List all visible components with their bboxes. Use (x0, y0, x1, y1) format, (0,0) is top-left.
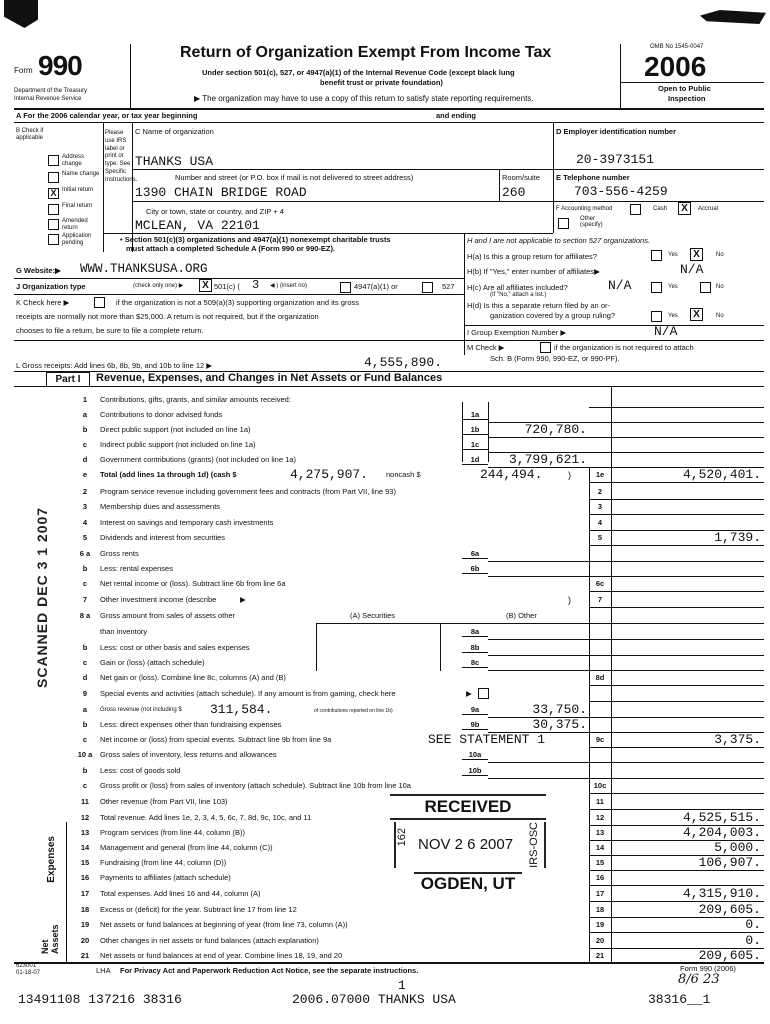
amount-value[interactable]: 209,605. (698, 902, 761, 917)
line-number: b (82, 564, 88, 573)
sub-value[interactable]: 33,750. (532, 702, 587, 717)
line-rule (589, 793, 764, 794)
col-box: 12 (595, 813, 605, 822)
website-value[interactable]: WWW.THANKSUSA.ORG (80, 262, 208, 276)
footer-notice: For Privacy Act and Paperwork Reduction Act Notice, see the separate instructions. (120, 966, 419, 975)
sub-box: 1c (462, 440, 488, 450)
sub-rule (488, 561, 589, 562)
sub-rule (488, 655, 589, 656)
k-line3: chooses to file a return, be sure to file a complete return. (16, 326, 204, 335)
phone[interactable]: 703-556-4259 (574, 184, 668, 199)
line-number: b (82, 425, 88, 434)
hb-label: H(b) If "Yes," enter number of affiliates▶ (467, 267, 600, 276)
form-notice: ▶ The organization may have to use a copy of this return to satisfy state reporting requirements. (194, 94, 534, 103)
hc-label: H(c) Are all affiliates included? (467, 283, 568, 292)
org-type-hint: (check only one) ▶ (133, 283, 184, 289)
col-box: 2 (597, 487, 603, 496)
sub-rule (488, 670, 589, 671)
line-text: Net gain or (loss). Combine line 8c, columns (A) and (B) (100, 673, 286, 682)
noncash-label: noncash $ (386, 470, 421, 479)
checkbox-501c[interactable]: X (199, 279, 212, 292)
line-number: 19 (80, 920, 90, 929)
col-box: 1e (595, 470, 605, 479)
line-text: Management and general (from line 44, column (C)) (100, 843, 273, 852)
accrual-label: Accrual (698, 206, 719, 212)
amount-value[interactable]: 4,315,910. (682, 886, 761, 901)
gross-receipts-label: L Gross receipts: Add lines 6b, 8b, 9b, and 10b to line 12 ▶ (16, 361, 213, 370)
line-number: b (82, 720, 88, 729)
section-note2: must attach a completed Schedule A (Form 990 or 990-EZ). (126, 244, 336, 253)
line-number: 4 (82, 518, 88, 527)
amount-value[interactable]: 5,000. (714, 840, 761, 855)
amount-value[interactable]: 4,204,003. (682, 825, 761, 840)
dept-line1: Department of the Treasury (14, 88, 88, 94)
amount-value[interactable]: 0. (745, 917, 761, 932)
org-name[interactable]: THANKS USA (135, 154, 214, 169)
net-assets-label: Net Assets (40, 924, 60, 954)
sub-rule (488, 778, 589, 779)
line-number: 2 (82, 487, 88, 496)
line-text: Contributions to donor advised funds (100, 410, 223, 419)
stamp-received: RECEIVED (390, 794, 546, 820)
line-text: Fundraising (from line 44, column (D)) (100, 858, 227, 867)
col-a-border2 (440, 623, 441, 671)
hc-value: N/A (608, 278, 632, 293)
col-box: 17 (595, 889, 605, 898)
sub-box: 8c (462, 658, 488, 668)
arrow: ▶ (240, 595, 246, 604)
line-text2: of contributions reported on line 1b) (314, 708, 393, 714)
checkbox-m[interactable] (540, 342, 551, 353)
city-state-zip[interactable]: MCLEAN, VA 22101 (135, 218, 260, 233)
line-a-ending: and ending (436, 111, 476, 120)
line-number: c (82, 440, 88, 449)
line-rule (589, 717, 764, 718)
ha-no[interactable]: X (690, 248, 703, 261)
line-number: d (82, 673, 88, 682)
line-text: Total revenue. Add lines 1e, 2, 3, 4, 5, 6c, 7, 8d, 9c, 10c, and 11 (100, 813, 312, 822)
line-number: 15 (80, 858, 90, 867)
col-box: 9c (595, 735, 605, 744)
checkbox-cash[interactable] (630, 204, 641, 215)
line-number: a (82, 410, 88, 419)
checkbox-amended-return[interactable] (48, 219, 59, 230)
line-number: 17 (80, 889, 90, 898)
footer-lha: LHA (96, 966, 111, 975)
sub-rule (488, 762, 589, 763)
line-rule (589, 747, 764, 748)
checkbox-address-change[interactable] (48, 155, 59, 166)
hb-value[interactable]: N/A (680, 262, 704, 277)
line-a-label: A For the 2006 calendar year, or tax year beginning (16, 111, 198, 120)
ein-label: D Employer identification number (556, 127, 677, 136)
checkbox-application-pending[interactable] (48, 234, 59, 245)
corner-mark-right (700, 10, 766, 24)
col-head-rule (316, 623, 589, 624)
line-text: than inventory (100, 627, 148, 636)
line-rule (589, 655, 764, 656)
open-inspection: Inspection (668, 94, 706, 103)
line-rule (589, 437, 764, 438)
checkbox-final-return[interactable] (48, 204, 59, 215)
org-type-label: J Organization type (16, 282, 86, 291)
hd-label2: ganization covered by a group ruling? (490, 311, 616, 320)
col-box: 15 (595, 858, 605, 867)
col-box: 7 (597, 595, 603, 604)
website-label: G Website:▶ (16, 266, 61, 275)
ha-yes-label: Yes (668, 252, 678, 258)
line-rule (589, 670, 764, 671)
line-number: 5 (82, 533, 88, 542)
line-text: Program services (from line 44, column (B)) (100, 828, 246, 837)
part-label: Part I (46, 372, 90, 387)
col-box: 18 (595, 905, 605, 914)
line-rule (589, 482, 764, 483)
street-label: Number and street (or P.O. box if mail is not delivered to street address) (175, 173, 414, 182)
line-number: 3 (82, 502, 88, 511)
line-text: Dividends and interest from securities (100, 533, 226, 542)
line-number: 21 (80, 951, 90, 960)
sub-box: 8b (462, 643, 488, 653)
line-number: 11 (81, 797, 89, 806)
section-b-label: B Check if applicable (16, 128, 44, 141)
line-number: 20 (80, 936, 90, 945)
checkbox-name-change[interactable] (48, 172, 59, 183)
cash-label: Cash (653, 206, 668, 212)
form-number: 990 (38, 50, 82, 81)
col-box: 5 (597, 533, 603, 542)
accounting-label: F Accounting method (556, 206, 613, 212)
group-exemption-value[interactable]: N/A (654, 324, 678, 339)
footer-bottom-right: 38316__1 (648, 992, 711, 1007)
expenses-label: Expenses (46, 836, 57, 883)
amount-value[interactable]: 1,739. (714, 530, 761, 545)
sub-box: 6a (462, 549, 488, 559)
line-number: 7 (82, 595, 88, 604)
hd-yes[interactable] (651, 311, 662, 322)
line-rule (589, 422, 764, 423)
sub-rule (488, 576, 589, 577)
line-text: Gross rents (100, 549, 139, 558)
use-irs-label: Please use IRS label or print or type. See Specific Instructions. (105, 130, 138, 183)
hc-no-label: No (716, 284, 724, 290)
line-text: Gain or (loss) (attach schedule) (100, 658, 205, 667)
line-text: Contributions, gifts, grants, and similar amounts received: (100, 395, 291, 404)
sub-box: 6b (462, 564, 488, 574)
arrow: ▶ (466, 689, 472, 698)
form-subtitle2: benefit trust or private foundation) (320, 78, 443, 87)
line-number: 18 (80, 905, 90, 914)
col-box: 20 (595, 936, 605, 945)
tax-year: 2006 (644, 51, 707, 82)
line-text: Interest on savings and temporary cash investments (100, 518, 274, 527)
line-text: Less: direct expenses other than fundraising expenses (100, 720, 282, 729)
line-text: Special events and activities (attach schedule). If any amount is from gaming, check here (100, 689, 396, 698)
line-rule (589, 452, 764, 453)
group-exemption-label: I Group Exemption Number ▶ (467, 328, 567, 337)
statement-ref: SEE STATEMENT 1 (428, 732, 546, 747)
col-a-head: (A) Securities (350, 611, 396, 620)
footer-form: Form 990 (2006) (680, 964, 736, 973)
page-number: 1 (398, 978, 406, 993)
line-number: d (82, 455, 88, 464)
line-text: Program service revenue including government fees and contracts (from Part VII, line 93) (100, 487, 396, 496)
cash-value[interactable]: 4,275,907. (290, 467, 369, 482)
corner-mark (4, 0, 38, 28)
checkbox-4947[interactable] (340, 282, 351, 293)
line-text: Gross profit or (loss) from sales of inventory (attach schedule). Subtract line 10b from line 10a (100, 781, 411, 790)
line-text: Government contributions (grants) (not included on line 1a) (100, 455, 296, 464)
line-number: e (82, 470, 88, 479)
dept-line2: Internal Revenue Service (14, 96, 82, 102)
stamp-city: OGDEN, UT (414, 872, 522, 894)
line-number: 8 a (79, 611, 91, 620)
line-rule (589, 576, 764, 577)
line-rule (589, 639, 764, 640)
stamp-left: 162 (396, 828, 408, 847)
line-text: Payments to affiliates (attach schedule) (100, 873, 231, 882)
line-number: c (82, 579, 88, 588)
sub-rule (488, 437, 589, 438)
line-number: a (82, 705, 88, 714)
hd-no[interactable]: X (690, 308, 703, 321)
line-rule (589, 623, 764, 624)
line-rule (589, 545, 764, 546)
line-text: Other revenue (from Part VII, line 103) (100, 797, 228, 806)
sub-box: 10b (462, 766, 488, 776)
k-line1b: if the organization is not a 509(a)(3) supporting organization and its gross (116, 298, 360, 307)
open-public: Open to Public (658, 84, 711, 93)
line-number: 14 (80, 843, 90, 852)
line-text: Total (add lines 1a through 1d) (cash $ (100, 470, 237, 479)
amount-value[interactable]: 209,605. (698, 948, 761, 963)
city-label: City or town, state or country, and ZIP + 4 (146, 207, 284, 216)
line-rule (589, 607, 764, 608)
section-note1: • Section 501(c)(3) organizations and 4947(a)(1) nonexempt charitable trusts (120, 235, 391, 244)
col-box: 14 (595, 843, 605, 852)
h-header: H and I are not applicable to section 527 organizations. (467, 236, 651, 245)
line-text: Other investment income (describe (100, 595, 217, 604)
line-text: Direct public support (not included on line 1a) (100, 425, 251, 434)
line-text: Other changes in net assets or fund balances (attach explanation) (100, 936, 319, 945)
col-box: 19 (595, 920, 605, 929)
sub-box: 9a (462, 705, 488, 715)
line-text: Gross amount from sales of assets other (100, 611, 236, 620)
org-type-number[interactable]: 3 (252, 278, 260, 292)
hc-no[interactable] (700, 282, 711, 293)
m-text2: Sch. B (Form 990, 990-EZ, or 990-PF). (490, 354, 620, 363)
checkbox-gaming[interactable] (478, 688, 489, 699)
sub-box: 1a (462, 410, 488, 420)
line-text: Net assets or fund balances at end of year. Combine lines 18, 19, and 20 (100, 951, 343, 960)
col-box: 6c (595, 579, 605, 588)
amount-value[interactable]: 4,520,401. (682, 467, 761, 482)
footer-bottom-mid: 2006.07000 THANKS USA (292, 992, 456, 1007)
sub-box: 9b (462, 720, 488, 730)
sub-box: 10a (462, 750, 488, 760)
form-label: Form (14, 66, 33, 75)
col-box: 3 (597, 502, 603, 511)
ein[interactable]: 20-3973151 (576, 152, 655, 167)
line-rule (589, 561, 764, 562)
paren: ) (568, 595, 571, 605)
sub-rule (488, 639, 589, 640)
col-box: 16 (595, 873, 605, 882)
footer-code: 623001 01-18-07 (16, 963, 41, 976)
line-rule (589, 762, 764, 763)
m-text1: if the organization is not required to attach (554, 343, 694, 352)
part-title: Revenue, Expenses, and Changes in Net Assets or Fund Balances (96, 372, 443, 384)
org-type-501c: 501(c) ( (214, 282, 240, 291)
gross-receipts-value[interactable]: 4,555,890. (364, 355, 443, 370)
sub-value[interactable]: 3,799,621. (508, 452, 587, 467)
line-number: 6 a (79, 549, 91, 558)
line-number: 13 (80, 828, 90, 837)
org-type-527: 527 (442, 282, 455, 291)
scanned-stamp: SCANNED DEC 3 1 2007 (34, 506, 50, 688)
street-address[interactable]: 1390 CHAIN BRIDGE ROAD (135, 185, 307, 200)
line-number: c (82, 658, 88, 667)
footer-bottom-left: 13491108 137216 38316 (18, 992, 182, 1007)
sub-value[interactable]: 720,780. (524, 422, 587, 437)
sub-box: 1b (462, 425, 488, 435)
checkbox-k[interactable] (94, 297, 105, 308)
line-rule (589, 701, 764, 702)
noncash-value[interactable]: 244,494. (480, 467, 543, 482)
k-line1: K Check here ▶ (16, 298, 70, 307)
handwritten-note: 8/6 23 (678, 972, 720, 987)
k-line2: receipts are normally not more than $25,000. A return is not required, but if the organization (16, 312, 319, 321)
org-type-4947: 4947(a)(1) or (354, 282, 398, 291)
line-number: 10 a (77, 750, 93, 759)
line-text: Net rental income or (loss). Subtract line 6b from line 6a (100, 579, 286, 588)
line-text: Less: cost or other basis and sales expenses (100, 643, 250, 652)
label-initial-return: Initial return (62, 187, 94, 193)
org-name-label: C Name of organization (135, 127, 214, 136)
sub-value[interactable]: 30,375. (532, 717, 587, 732)
line-text: Less: rental expenses (100, 564, 173, 573)
line-number: b (82, 643, 88, 652)
col-box: 11 (596, 797, 604, 806)
ha-no-label: No (716, 252, 724, 258)
line-rule (589, 870, 764, 871)
line-text: Gross revenue (not including $ (100, 707, 182, 713)
line-number: 9 (82, 689, 88, 698)
hc-yes-label: Yes (668, 284, 678, 290)
line-text: Net assets or fund balances at beginning of year (from line 73, column (A)) (100, 920, 348, 929)
checkbox-initial-return[interactable]: X (48, 188, 59, 199)
ha-yes[interactable] (651, 250, 662, 261)
label-name-change: Name change (62, 171, 100, 177)
checkbox-other-method[interactable] (558, 218, 569, 229)
line-text: Gross sales of inventory, less returns and allowances (100, 750, 277, 759)
m-label: M Check ▶ (467, 343, 505, 352)
room-suite[interactable]: 260 (502, 185, 526, 200)
line-text: Net income or (loss) from special events. Subtract line 9b from line 9a (100, 735, 332, 744)
line-number: 16 (80, 873, 90, 882)
sub-box: 1d (462, 455, 488, 465)
gaming-gross-value[interactable]: 311,584. (210, 702, 273, 717)
paren: ) (568, 470, 571, 480)
col-box: 10c (593, 781, 607, 790)
room-label: Room/suite (502, 173, 540, 182)
other-label: Other (specify) (580, 216, 603, 228)
amount-value[interactable]: 106,907. (698, 855, 761, 870)
omb-number: OMB No 1545-0047 (650, 44, 704, 50)
line-number: 1 (82, 395, 88, 404)
col-b-head: (B) Other (506, 611, 537, 620)
line-text: Less: cost of goods sold (100, 766, 181, 775)
hd-label1: H(d) Is this a separate return filed by an or- (467, 301, 610, 310)
line-number: b (82, 766, 88, 775)
checkbox-527[interactable] (422, 282, 433, 293)
col-box: 21 (595, 951, 605, 960)
col-box: 8d (595, 673, 605, 682)
line-rule (589, 407, 764, 408)
phone-label: E Telephone number (556, 173, 630, 182)
line-text: Membership dues and assessments (100, 502, 221, 511)
label-amended-return: Amended return (62, 218, 88, 231)
col-box: 4 (597, 518, 603, 527)
hc-note: (If "No," attach a list.) (490, 292, 547, 298)
line-number: c (82, 781, 88, 790)
form-subtitle1: Under section 501(c), 527, or 4947(a)(1) of the Internal Revenue Code (except black lung (202, 68, 515, 77)
sub-box: 8a (462, 627, 488, 637)
line-rule (589, 514, 764, 515)
hd-yes-label: Yes (668, 313, 678, 319)
received-stamp (390, 790, 546, 896)
line-text: Indirect public support (not included on line 1a) (100, 440, 256, 449)
line-text: Total expenses. Add lines 16 and 44, column (A) (100, 889, 261, 898)
checkbox-accrual[interactable]: X (678, 202, 691, 215)
form-title: Return of Organization Exempt From Income Tax (180, 44, 552, 61)
ha-label: H(a) Is this a group return for affiliates? (467, 252, 597, 261)
line-rule (589, 685, 764, 686)
label-application-pending: Application pending (62, 233, 92, 246)
line-number: 12 (80, 813, 90, 822)
line-rule (589, 778, 764, 779)
stamp-right: IRS-OSC (528, 822, 540, 868)
line-rule (589, 591, 764, 592)
stamp-date: NOV 2 6 2007 (418, 836, 514, 853)
amount-value[interactable]: 4,525,515. (682, 810, 761, 825)
col-box: 13 (595, 828, 605, 837)
hd-no-label: No (716, 313, 724, 319)
col-a-border (316, 623, 317, 671)
hc-yes[interactable] (651, 282, 662, 293)
amount-value[interactable]: 0. (745, 933, 761, 948)
line-rule (589, 499, 764, 500)
amount-value[interactable]: 3,375. (714, 732, 761, 747)
org-type-insert: ◀ ) (insert no) (270, 283, 307, 289)
line-text: Excess or (deficit) for the year. Subtract line 17 from line 12 (100, 905, 297, 914)
line-number: c (82, 735, 88, 744)
label-final-return: Final return (62, 203, 93, 209)
label-address-change: Address change (62, 154, 85, 167)
